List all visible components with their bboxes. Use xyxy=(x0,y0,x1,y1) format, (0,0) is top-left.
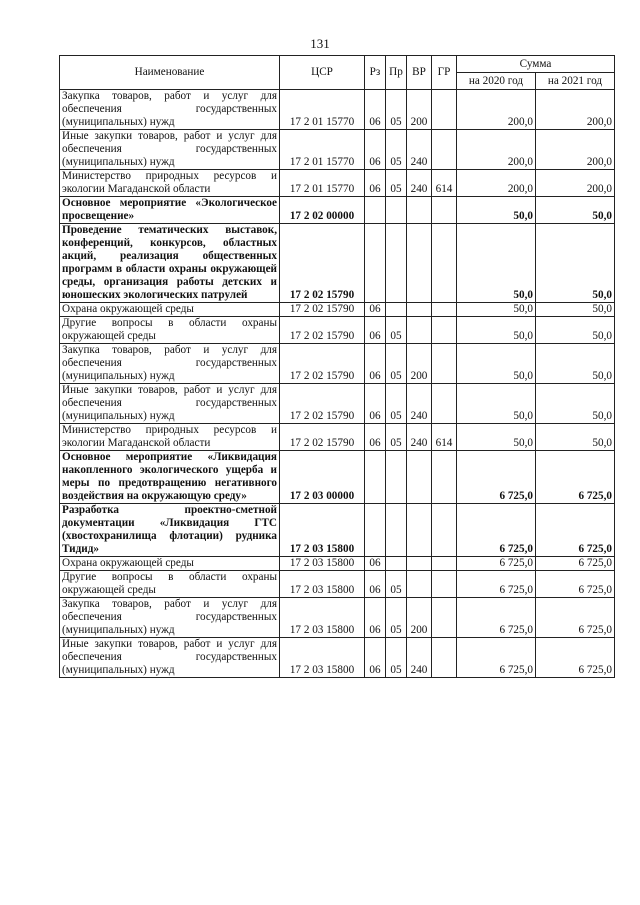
row-csr: 17 2 03 00000 xyxy=(280,451,365,504)
row-amount-2020: 6 725,0 xyxy=(457,598,536,638)
row-vr: 200 xyxy=(407,344,432,384)
row-amount-2020: 50,0 xyxy=(457,303,536,317)
row-pr: 05 xyxy=(386,571,407,598)
header-csr: ЦСР xyxy=(280,56,365,90)
page-number: 131 xyxy=(310,36,330,51)
row-gr xyxy=(432,130,457,170)
row-vr xyxy=(407,317,432,344)
row-amount-2021: 6 725,0 xyxy=(536,451,615,504)
row-amount-2020: 6 725,0 xyxy=(457,504,536,557)
row-vr xyxy=(407,224,432,303)
row-amount-2021: 6 725,0 xyxy=(536,504,615,557)
row-vr xyxy=(407,557,432,571)
row-csr: 17 2 02 00000 xyxy=(280,197,365,224)
row-gr xyxy=(432,197,457,224)
row-gr xyxy=(432,504,457,557)
row-amount-2021: 6 725,0 xyxy=(536,557,615,571)
budget-table xyxy=(59,55,615,678)
row-rz xyxy=(365,197,386,224)
row-vr: 240 xyxy=(407,130,432,170)
row-pr: 05 xyxy=(386,130,407,170)
row-amount-2020: 50,0 xyxy=(457,224,536,303)
row-gr xyxy=(432,303,457,317)
row-gr xyxy=(432,451,457,504)
row-pr: 05 xyxy=(386,317,407,344)
row-pr xyxy=(386,224,407,303)
row-amount-2021: 200,0 xyxy=(536,170,615,197)
row-amount-2021: 6 725,0 xyxy=(536,598,615,638)
row-vr xyxy=(407,451,432,504)
header-vr: ВР xyxy=(407,56,432,90)
row-name: Другие вопросы в области охраны окружающей среды xyxy=(60,571,280,598)
table-row xyxy=(60,451,615,504)
row-gr xyxy=(432,638,457,678)
row-rz: 06 xyxy=(365,170,386,197)
row-vr: 240 xyxy=(407,424,432,451)
row-vr: 240 xyxy=(407,170,432,197)
row-pr: 05 xyxy=(386,384,407,424)
row-pr: 05 xyxy=(386,170,407,197)
row-csr: 17 2 02 15790 xyxy=(280,303,365,317)
row-rz: 06 xyxy=(365,424,386,451)
row-gr xyxy=(432,90,457,130)
row-csr: 17 2 03 15800 xyxy=(280,598,365,638)
row-amount-2021: 50,0 xyxy=(536,197,615,224)
row-rz: 06 xyxy=(365,317,386,344)
table-row xyxy=(60,571,615,598)
row-csr: 17 2 02 15790 xyxy=(280,424,365,451)
row-name: Закупка товаров, работ и услуг для обеспечения государственных (муниципальных) нужд xyxy=(60,598,280,638)
row-amount-2021: 50,0 xyxy=(536,344,615,384)
row-rz: 06 xyxy=(365,598,386,638)
table-row xyxy=(60,90,615,130)
row-csr: 17 2 01 15770 xyxy=(280,90,365,130)
row-gr xyxy=(432,317,457,344)
row-amount-2020: 200,0 xyxy=(457,90,536,130)
row-gr xyxy=(432,344,457,384)
row-amount-2021: 50,0 xyxy=(536,384,615,424)
row-vr: 240 xyxy=(407,638,432,678)
header-pr: Пр xyxy=(386,56,407,90)
table-row xyxy=(60,224,615,303)
header-year-2021: на 2021 год xyxy=(536,73,615,90)
row-csr: 17 2 03 15800 xyxy=(280,571,365,598)
table-row xyxy=(60,303,615,317)
row-amount-2020: 50,0 xyxy=(457,384,536,424)
row-pr xyxy=(386,504,407,557)
table-row xyxy=(60,384,615,424)
row-csr: 17 2 02 15790 xyxy=(280,344,365,384)
table-row xyxy=(60,638,615,678)
row-rz: 06 xyxy=(365,557,386,571)
row-name: Разработка проектно-сметной документации «Ликвидация ГТС (хвостохранилища флотации) рудника Тидид» xyxy=(60,504,280,557)
row-rz: 06 xyxy=(365,90,386,130)
row-pr: 05 xyxy=(386,598,407,638)
row-gr xyxy=(432,224,457,303)
row-name: Другие вопросы в области охраны окружающей среды xyxy=(60,317,280,344)
table-row xyxy=(60,344,615,384)
table-body xyxy=(60,90,615,678)
row-csr: 17 2 01 15770 xyxy=(280,170,365,197)
row-amount-2021: 50,0 xyxy=(536,303,615,317)
row-gr: 614 xyxy=(432,170,457,197)
table-row xyxy=(60,130,615,170)
row-amount-2020: 50,0 xyxy=(457,344,536,384)
row-pr: 05 xyxy=(386,638,407,678)
row-pr: 05 xyxy=(386,424,407,451)
row-amount-2021: 50,0 xyxy=(536,317,615,344)
row-csr: 17 2 02 15790 xyxy=(280,384,365,424)
row-amount-2021: 6 725,0 xyxy=(536,571,615,598)
table-row xyxy=(60,504,615,557)
row-rz xyxy=(365,224,386,303)
row-csr: 17 2 03 15800 xyxy=(280,504,365,557)
row-amount-2021: 200,0 xyxy=(536,130,615,170)
header-rz: Рз xyxy=(365,56,386,90)
row-amount-2020: 6 725,0 xyxy=(457,638,536,678)
row-amount-2021: 50,0 xyxy=(536,224,615,303)
row-csr: 17 2 01 15770 xyxy=(280,130,365,170)
table-row xyxy=(60,317,615,344)
header-name: Наименование xyxy=(60,56,280,90)
row-vr xyxy=(407,197,432,224)
row-rz xyxy=(365,504,386,557)
row-gr xyxy=(432,598,457,638)
row-amount-2020: 6 725,0 xyxy=(457,571,536,598)
table-row xyxy=(60,170,615,197)
row-vr: 200 xyxy=(407,90,432,130)
row-name: Иные закупки товаров, работ и услуг для обеспечения государственных (муниципальных) нужд xyxy=(60,638,280,678)
row-rz: 06 xyxy=(365,344,386,384)
row-name: Иные закупки товаров, работ и услуг для обеспечения государственных (муниципальных) нужд xyxy=(60,384,280,424)
row-name: Министерство природных ресурсов и экологии Магаданской области xyxy=(60,170,280,197)
row-name: Охрана окружающей среды xyxy=(60,303,280,317)
row-vr xyxy=(407,504,432,557)
row-csr: 17 2 03 15800 xyxy=(280,638,365,678)
row-gr: 614 xyxy=(432,424,457,451)
row-name: Охрана окружающей среды xyxy=(60,557,280,571)
row-name: Основное мероприятие «Экологическое просвещение» xyxy=(60,197,280,224)
row-pr xyxy=(386,557,407,571)
table-row xyxy=(60,557,615,571)
row-csr: 17 2 03 15800 xyxy=(280,557,365,571)
row-amount-2021: 50,0 xyxy=(536,424,615,451)
row-rz: 06 xyxy=(365,571,386,598)
row-rz: 06 xyxy=(365,130,386,170)
header-gr: ГР xyxy=(432,56,457,90)
row-pr xyxy=(386,451,407,504)
row-amount-2020: 50,0 xyxy=(457,197,536,224)
row-gr xyxy=(432,557,457,571)
row-amount-2020: 50,0 xyxy=(457,424,536,451)
row-rz: 06 xyxy=(365,303,386,317)
row-pr: 05 xyxy=(386,344,407,384)
row-name: Основное мероприятие «Ликвидация накопленного экологического ущерба и меры по предотвращению негативного воздействия на окружающую среду» xyxy=(60,451,280,504)
row-rz xyxy=(365,451,386,504)
row-vr: 240 xyxy=(407,384,432,424)
row-vr xyxy=(407,303,432,317)
row-amount-2020: 200,0 xyxy=(457,170,536,197)
row-csr: 17 2 02 15790 xyxy=(280,224,365,303)
row-name: Иные закупки товаров, работ и услуг для обеспечения государственных (муниципальных) нужд xyxy=(60,130,280,170)
row-rz: 06 xyxy=(365,638,386,678)
row-pr: 05 xyxy=(386,90,407,130)
row-gr xyxy=(432,571,457,598)
row-name: Закупка товаров, работ и услуг для обеспечения государственных (муниципальных) нужд xyxy=(60,90,280,130)
row-amount-2020: 50,0 xyxy=(457,317,536,344)
row-name: Проведение тематических выставок, конференций, конкурсов, областных акций, реализация общественных программ в области охраны окружающей среды, организация работы детских и юношеских экологических патрулей xyxy=(60,224,280,303)
row-vr xyxy=(407,571,432,598)
row-amount-2020: 6 725,0 xyxy=(457,557,536,571)
table-row xyxy=(60,424,615,451)
table-row xyxy=(60,598,615,638)
row-amount-2021: 200,0 xyxy=(536,90,615,130)
row-gr xyxy=(432,384,457,424)
header-year-2020: на 2020 год xyxy=(457,73,536,90)
row-csr: 17 2 02 15790 xyxy=(280,317,365,344)
table-row xyxy=(60,197,615,224)
row-pr xyxy=(386,303,407,317)
header-sum: Сумма xyxy=(457,56,615,73)
row-vr: 200 xyxy=(407,598,432,638)
row-amount-2020: 6 725,0 xyxy=(457,451,536,504)
row-amount-2021: 6 725,0 xyxy=(536,638,615,678)
row-name: Закупка товаров, работ и услуг для обеспечения государственных (муниципальных) нужд xyxy=(60,344,280,384)
row-amount-2020: 200,0 xyxy=(457,130,536,170)
row-pr xyxy=(386,197,407,224)
row-rz: 06 xyxy=(365,384,386,424)
row-name: Министерство природных ресурсов и экологии Магаданской области xyxy=(60,424,280,451)
